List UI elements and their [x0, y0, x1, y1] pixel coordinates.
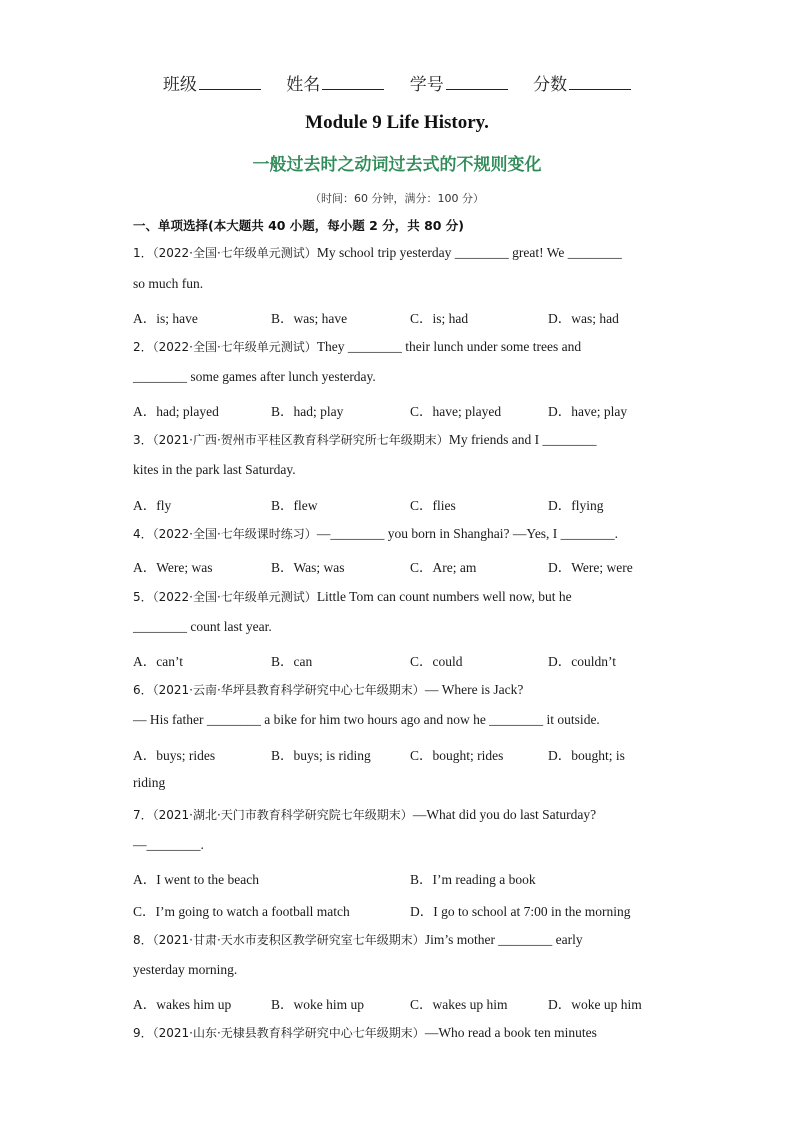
q6-option-a[interactable]: A．buys; rides [133, 748, 216, 763]
q8-option-c[interactable]: C．wakes up him [410, 997, 508, 1012]
name-field [286, 70, 384, 95]
q3-option-d[interactable]: D．flying [548, 498, 604, 513]
exam-meta: （时间：60 分钟，满分：100 分） [310, 192, 484, 205]
question-source: 7．（2021·湖北·天门市教育科学研究院七年级期末） [133, 808, 413, 822]
question-text: Jim’s mother ________ early [424, 932, 583, 947]
q7-option-a[interactable]: A．I went to the beach [133, 872, 259, 887]
question-source: 2．（2022·全国·七年级单元测试） [133, 340, 317, 354]
question-source: 5．（2022·全国·七年级单元测试） [133, 590, 317, 604]
q1-option-b[interactable]: B．was; have [271, 311, 348, 326]
question-5-line-1 [133, 588, 663, 605]
question-8-line-1 [133, 931, 663, 948]
id-blank[interactable] [446, 73, 508, 90]
name-blank[interactable] [322, 73, 384, 90]
page-title: Module 9 Life History. [305, 112, 489, 133]
question-6-line-2: — His father ________ a bike for him two hours ago and now he ________ it outside. [133, 712, 600, 727]
q7-option-b[interactable]: B．I’m reading a book [410, 872, 536, 887]
question-text: My school trip yesterday ________ great! We ________ [316, 245, 622, 260]
q5-option-c[interactable]: C．could [410, 654, 463, 669]
id-label: 学号 [409, 75, 444, 95]
question-1-line-2: so much fun. [133, 276, 204, 291]
q4-option-b[interactable]: B．Was; was [271, 560, 345, 575]
question-text: —What did you do last Saturday? [412, 807, 597, 822]
question-3-line-2: kites in the park last Saturday. [133, 462, 296, 477]
name-label: 姓名 [286, 75, 321, 95]
q4-option-c[interactable]: C．Are; am [410, 560, 477, 575]
question-9-line-1 [133, 1024, 663, 1041]
question-8-line-2: yesterday morning. [133, 962, 238, 977]
question-2-line-2: ________ some games after lunch yesterday. [133, 369, 376, 384]
question-5-line-2: ________ count last year. [133, 619, 272, 634]
q6-option-d[interactable]: D．bought; is [548, 748, 625, 763]
question-7-line-2: —________. [133, 837, 204, 852]
q4-option-d[interactable]: D．Were; were [548, 560, 633, 575]
question-source: 4．（2022·全国·七年级课时练习） [133, 527, 317, 541]
score-field [533, 70, 631, 95]
q2-option-d[interactable]: D．have; play [548, 404, 628, 419]
q4-option-a[interactable]: A．Were; was [133, 560, 213, 575]
question-source: 8．（2021·甘肃·天水市麦积区教学研究室七年级期末） [133, 933, 425, 947]
question-7-line-1 [133, 806, 663, 823]
q2-option-c[interactable]: C．have; played [410, 404, 502, 419]
page-subtitle: 一般过去时之动词过去式的不规则变化 [252, 155, 542, 175]
question-2-line-1 [133, 338, 663, 355]
q5-option-b[interactable]: B．can [271, 654, 313, 669]
question-text: —________ you born in Shanghai? —Yes, I ________. [316, 526, 619, 541]
q7-option-d[interactable]: D．I go to school at 7:00 in the morning [410, 904, 631, 919]
student-info-header [0, 70, 794, 95]
question-text: —Who read a book ten minutes [424, 1025, 597, 1040]
q3-option-b[interactable]: B．flew [271, 498, 318, 513]
question-source: 3．（2021·广西·贺州市平桂区教育科学研究所七年级期末） [133, 433, 449, 447]
q2-option-b[interactable]: B．had; play [271, 404, 344, 419]
q3-option-c[interactable]: C．flies [410, 498, 456, 513]
q3-option-a[interactable]: A．fly [133, 498, 172, 513]
q8-option-b[interactable]: B．woke him up [271, 997, 364, 1012]
question-1-line-1 [133, 244, 663, 261]
q1-option-a[interactable]: A．is; have [133, 311, 198, 326]
q7-option-c[interactable]: C．I’m going to watch a football match [133, 904, 350, 919]
question-text: — Where is Jack? [424, 682, 524, 697]
question-text: Little Tom can count numbers well now, but he [316, 589, 572, 604]
question-6-option-d-wrap: riding [133, 775, 166, 790]
class-label: 班级 [162, 75, 197, 95]
q2-option-a[interactable]: A．had; played [133, 404, 219, 419]
question-text: My friends and I ________ [448, 432, 597, 447]
q1-option-d[interactable]: D．was; had [548, 311, 619, 326]
id-field [410, 70, 508, 95]
question-6-line-1 [133, 681, 663, 698]
class-field [163, 70, 261, 95]
q6-option-c[interactable]: C．bought; rides [410, 748, 504, 763]
question-4-line-1 [133, 525, 663, 542]
question-source: 1．（2022·全国·七年级单元测试） [133, 246, 317, 260]
q8-option-a[interactable]: A．wakes him up [133, 997, 232, 1012]
q5-option-d[interactable]: D．couldn’t [548, 654, 616, 669]
question-source: 6．（2021·云南·华坪县教育科学研究中心七年级期末） [133, 683, 425, 697]
score-label: 分数 [533, 75, 568, 95]
q6-option-b[interactable]: B．buys; is riding [271, 748, 371, 763]
question-text: They ________ their lunch under some trees and [316, 339, 582, 354]
q1-option-c[interactable]: C．is; had [410, 311, 469, 326]
q5-option-a[interactable]: A．can’t [133, 654, 183, 669]
score-blank[interactable] [569, 73, 631, 90]
question-source: 9．（2021·山东·无棣县教育科学研究中心七年级期末） [133, 1026, 425, 1040]
section-heading: 一、单项选择(本大题共 40 小题，每小题 2 分，共 80 分) [133, 218, 465, 233]
question-3-line-1 [133, 431, 663, 448]
q8-option-d[interactable]: D．woke up him [548, 997, 642, 1012]
class-blank[interactable] [199, 73, 261, 90]
